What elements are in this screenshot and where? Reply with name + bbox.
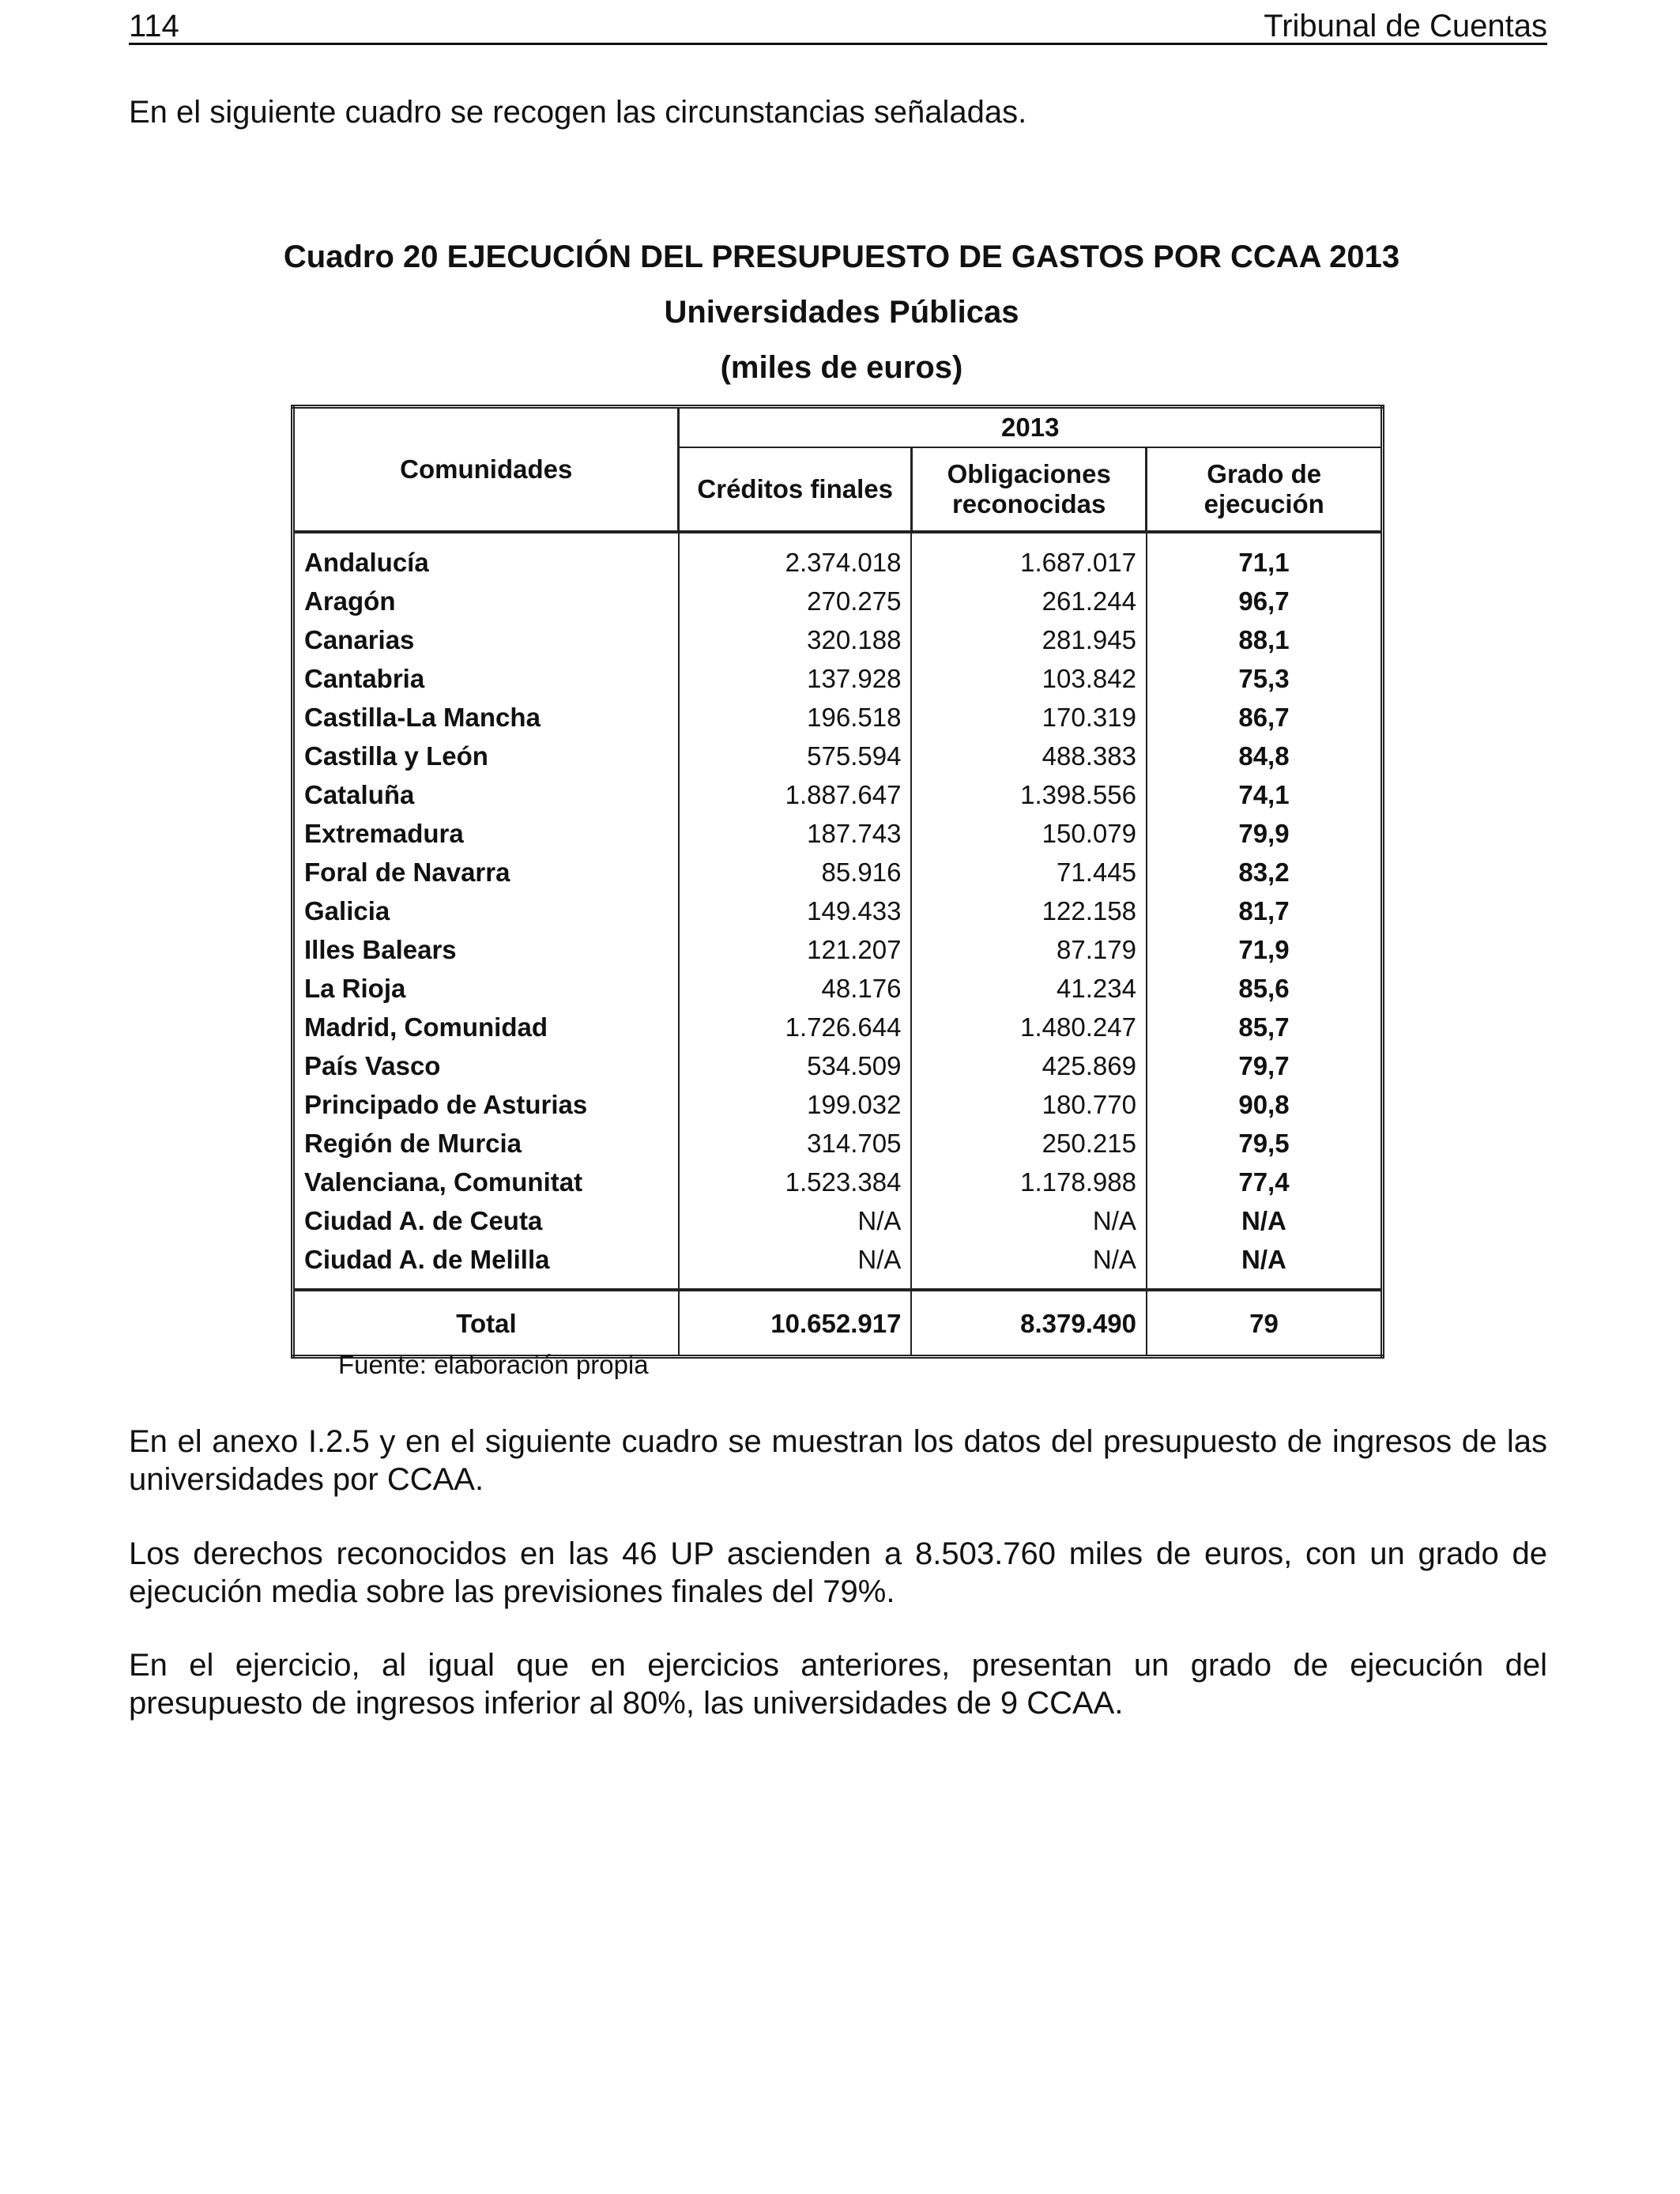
paragraph-derechos: Los derechos reconocidos en las 46 UP ascienden a 8.503.760 miles de euros, con un grado de ejecución media sobre las previsiones finales del 79%. (129, 1536, 1547, 1609)
table-title: Cuadro 20 EJECUCIÓN DEL PRESUPUESTO DE GASTOS POR CCAA 2013 (283, 239, 1400, 274)
row-grado: 71,1 (1147, 532, 1383, 582)
row-creditos: 314.705 (679, 1124, 911, 1163)
table-row (293, 1163, 1383, 1201)
table-units: (miles de euros) (720, 350, 963, 385)
row-obligaciones: 1.178.988 (911, 1163, 1147, 1201)
row-name: Cantabria (304, 664, 425, 693)
row-obligaciones: 1.687.017 (911, 532, 1147, 582)
row-grado: 75,3 (1147, 659, 1383, 698)
table-row (293, 532, 1383, 582)
row-name: País Vasco (304, 1051, 441, 1080)
intro-paragraph: En el siguiente cuadro se recogen las circunstancias señaladas. (129, 95, 1027, 130)
row-grado: 79,5 (1147, 1124, 1383, 1163)
table-row (293, 1008, 1383, 1046)
row-grado: 90,8 (1147, 1085, 1383, 1124)
total-label: Total (293, 1290, 679, 1357)
row-name: Extremadura (304, 819, 464, 848)
row-name: Galicia (304, 896, 390, 925)
table-row (293, 1046, 1383, 1085)
row-creditos: 85.916 (679, 853, 911, 892)
row-obligaciones: 1.398.556 (911, 775, 1147, 814)
row-name: Castilla y León (304, 741, 488, 771)
row-name: Ciudad A. de Melilla (304, 1245, 550, 1274)
total-row (293, 1290, 1383, 1357)
row-obligaciones: N/A (911, 1201, 1147, 1240)
row-obligaciones: 170.319 (911, 698, 1147, 737)
row-creditos: 121.207 (679, 930, 911, 969)
row-grado: 79,7 (1147, 1046, 1383, 1085)
table-subtitle: Universidades Públicas (664, 295, 1019, 330)
row-creditos: 187.743 (679, 814, 911, 853)
row-obligaciones: 41.234 (911, 969, 1147, 1008)
table-row (293, 969, 1383, 1008)
row-creditos: 534.509 (679, 1046, 911, 1085)
row-obligaciones: 180.770 (911, 1085, 1147, 1124)
row-obligaciones: 71.445 (911, 853, 1147, 892)
row-grado: 74,1 (1147, 775, 1383, 814)
table-row (293, 775, 1383, 814)
row-obligaciones: N/A (911, 1240, 1147, 1290)
row-creditos: 137.928 (679, 659, 911, 698)
row-obligaciones: 150.079 (911, 814, 1147, 853)
row-creditos: 1.887.647 (679, 775, 911, 814)
row-creditos: 270.275 (679, 582, 911, 620)
row-creditos: N/A (679, 1201, 911, 1240)
row-creditos: 48.176 (679, 969, 911, 1008)
col-header-obligaciones: Obligaciones reconocidas (911, 447, 1147, 532)
row-creditos: 149.433 (679, 892, 911, 930)
row-obligaciones: 425.869 (911, 1046, 1147, 1085)
row-grado: 79,9 (1147, 814, 1383, 853)
row-name: Illes Balears (304, 935, 457, 964)
row-name: Foral de Navarra (304, 858, 510, 887)
table-row (293, 1085, 1383, 1124)
table-row (293, 853, 1383, 892)
row-name: Andalucía (304, 548, 429, 577)
col-header-grado: Grado de ejecución (1147, 447, 1383, 532)
row-grado: 77,4 (1147, 1163, 1383, 1201)
row-name: Canarias (304, 625, 415, 654)
row-obligaciones: 261.244 (911, 582, 1147, 620)
table-row (293, 814, 1383, 853)
row-name: Castilla-La Mancha (304, 703, 541, 732)
col-header-comunidades: Comunidades (293, 407, 679, 533)
total-grado: 79 (1147, 1290, 1383, 1357)
row-creditos: 320.188 (679, 620, 911, 659)
table-row (293, 698, 1383, 737)
row-creditos: 1.726.644 (679, 1008, 911, 1046)
row-grado: 96,7 (1147, 582, 1383, 620)
row-obligaciones: 122.158 (911, 892, 1147, 930)
row-name: Región de Murcia (304, 1129, 522, 1158)
col-header-creditos: Créditos finales (679, 447, 911, 532)
row-grado: 71,9 (1147, 930, 1383, 969)
table-row (293, 1124, 1383, 1163)
budget-table (291, 405, 1384, 1359)
row-grado: 84,8 (1147, 737, 1383, 775)
row-name: Aragón (304, 586, 396, 616)
running-title: Tribunal de Cuentas (1264, 9, 1547, 43)
row-obligaciones: 281.945 (911, 620, 1147, 659)
row-grado: 86,7 (1147, 698, 1383, 737)
row-grado: 85,7 (1147, 1008, 1383, 1046)
table-row (293, 892, 1383, 930)
table-row (293, 1201, 1383, 1240)
row-obligaciones: 87.179 (911, 930, 1147, 969)
total-obligaciones: 8.379.490 (911, 1290, 1147, 1357)
table-body (293, 532, 1383, 1290)
row-creditos: 2.374.018 (679, 532, 911, 582)
table-caption (237, 233, 1446, 399)
row-name: Valenciana, Comunitat (304, 1167, 583, 1197)
row-grado: 81,7 (1147, 892, 1383, 930)
row-creditos: 575.594 (679, 737, 911, 775)
row-name: La Rioja (304, 974, 406, 1003)
page-number: 114 (129, 9, 179, 43)
row-obligaciones: 250.215 (911, 1124, 1147, 1163)
row-obligaciones: 103.842 (911, 659, 1147, 698)
row-creditos: 196.518 (679, 698, 911, 737)
row-creditos: 199.032 (679, 1085, 911, 1124)
table-row (293, 737, 1383, 775)
row-grado: 88,1 (1147, 620, 1383, 659)
row-name: Principado de Asturias (304, 1090, 588, 1119)
table-row (293, 1240, 1383, 1290)
row-creditos: N/A (679, 1240, 911, 1290)
row-obligaciones: 1.480.247 (911, 1008, 1147, 1046)
row-name: Ciudad A. de Ceuta (304, 1206, 543, 1235)
page-header (129, 6, 1547, 45)
row-obligaciones: 488.383 (911, 737, 1147, 775)
table-row (293, 582, 1383, 620)
table-row (293, 930, 1383, 969)
row-creditos: 1.523.384 (679, 1163, 911, 1201)
table-row (293, 620, 1383, 659)
row-grado: 83,2 (1147, 853, 1383, 892)
row-grado: 85,6 (1147, 969, 1383, 1008)
table-source: Fuente: elaboración propia (338, 1350, 649, 1379)
paragraph-anexo: En el anexo I.2.5 y en el siguiente cuadro se muestran los datos del presupuesto de ingresos de las universidades por CCAA. (129, 1424, 1547, 1497)
paragraph-ejercicio: En el ejercicio, al igual que en ejercicios anteriores, presentan un grado de ejecución del presupuesto de ingresos inferior al 80%, las universidades de 9 CCAA. (129, 1648, 1547, 1721)
row-name: Cataluña (304, 780, 415, 809)
table-row (293, 659, 1383, 698)
row-grado: N/A (1147, 1240, 1383, 1290)
row-name: Madrid, Comunidad (304, 1012, 548, 1042)
total-creditos: 10.652.917 (679, 1290, 911, 1357)
col-header-year: 2013 (679, 407, 1383, 448)
row-grado: N/A (1147, 1201, 1383, 1240)
